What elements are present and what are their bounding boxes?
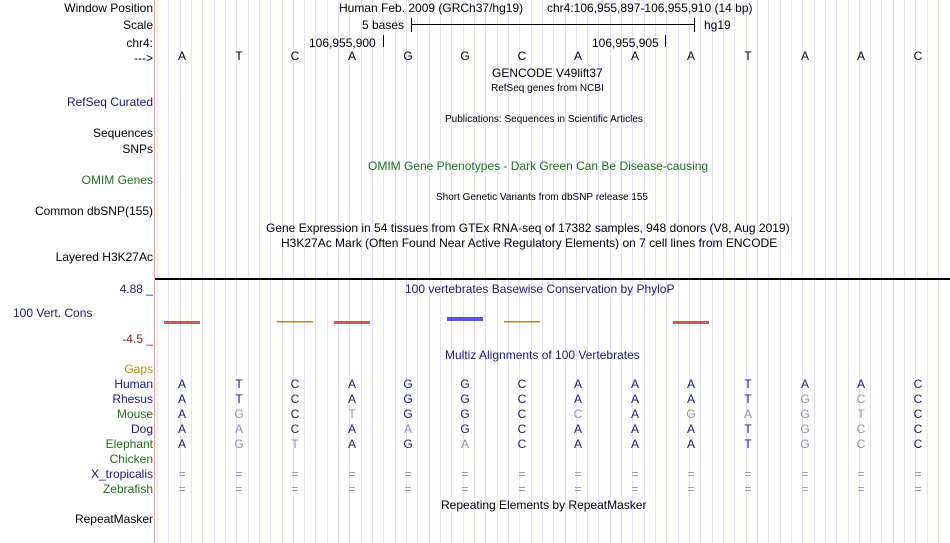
gtex-track-title: Gene Expression in 54 tissues from GTEx RNA-seq of 17382 samples, 948 donors (V8, Aug 2019) (266, 221, 790, 235)
aligned-base: = (235, 467, 243, 481)
aligned-base: = (574, 482, 582, 496)
guideline (927, 0, 928, 543)
scale-bar-text: 5 bases (362, 18, 405, 32)
guideline (383, 0, 384, 543)
guideline (632, 0, 633, 543)
aligned-base: G (403, 392, 413, 406)
reference-base: A (573, 49, 582, 63)
window-position-label[interactable]: Window Position (64, 1, 153, 15)
dbsnp-track-title: Short Genetic Variants from dbSNP release 155 (436, 192, 648, 203)
phylop-neutral-mark (504, 321, 540, 323)
track-divider (155, 278, 950, 280)
guideline (689, 0, 690, 543)
aligned-base: A (177, 377, 186, 391)
guideline (666, 0, 667, 543)
species-label[interactable]: Chicken (109, 452, 153, 466)
aligned-base: A (856, 377, 865, 391)
aligned-base: A (630, 392, 639, 406)
refseq-track-title: RefSeq genes from NCBI (491, 83, 604, 94)
gencode-track-title: GENCODE V49lift37 (492, 66, 603, 80)
aligned-base: = (348, 482, 356, 496)
aligned-base: G (800, 407, 810, 421)
aligned-base: T (235, 377, 243, 391)
guideline (270, 0, 271, 543)
aligned-base: A (177, 437, 186, 451)
aligned-base: C (913, 392, 923, 406)
aligned-base: T (744, 392, 752, 406)
reference-base: C (517, 49, 527, 63)
guideline (644, 0, 645, 543)
aligned-base: = (914, 482, 922, 496)
guideline (678, 0, 679, 543)
aligned-base: A (573, 377, 582, 391)
scale-label[interactable]: Scale (122, 18, 153, 32)
guideline (825, 0, 826, 543)
guideline (870, 0, 871, 543)
aligned-base: A (630, 422, 639, 436)
aligned-base: = (178, 482, 186, 496)
guideline (904, 0, 905, 543)
aligned-base: = (744, 467, 752, 481)
aligned-base: G (800, 392, 810, 406)
aligned-base: G (403, 377, 413, 391)
aligned-base: G (403, 407, 413, 421)
guideline (282, 0, 283, 543)
repeatmasker-track-title: Repeating Elements by RepeatMasker (441, 498, 647, 512)
phylop-neutral-mark (277, 321, 313, 323)
aligned-base: C (517, 392, 527, 406)
scale-bar-right-tick (694, 18, 695, 32)
phylop-negative-bar (164, 321, 200, 324)
guideline (157, 0, 158, 543)
aligned-base: T (744, 422, 752, 436)
sequences-track-label[interactable]: Sequences (92, 126, 153, 140)
aligned-base: G (234, 407, 244, 421)
phylop-negative-bar (673, 321, 709, 324)
aligned-base: = (461, 467, 469, 481)
reference-base: A (347, 49, 356, 63)
aligned-base: C (913, 377, 923, 391)
aligned-base: = (857, 467, 865, 481)
species-label[interactable]: Rhesus (112, 392, 153, 406)
aligned-base: = (631, 482, 639, 496)
aligned-base: G (460, 377, 470, 391)
aligned-base: = (744, 482, 752, 496)
aligned-base: A (573, 437, 582, 451)
guideline (429, 0, 430, 543)
guideline (700, 0, 701, 543)
aligned-base: G (460, 422, 470, 436)
sequences-track-title: Publications: Sequences in Scientific Articles (445, 114, 643, 125)
h3k27ac-track-title: H3K27Ac Mark (Often Found Near Active Regulatory Elements) on 7 cell lines from ENCODE (281, 236, 778, 250)
aligned-base: A (573, 392, 582, 406)
guideline (802, 0, 803, 543)
aligned-base: = (291, 482, 299, 496)
guideline (225, 0, 226, 543)
aligned-base: A (403, 422, 412, 436)
refseq-track-label[interactable]: RefSeq Curated (66, 95, 153, 109)
reference-base: A (856, 49, 865, 63)
aligned-base: A (177, 422, 186, 436)
reference-base: G (403, 49, 413, 63)
guideline (451, 0, 452, 543)
phylop-positive-bar (447, 317, 483, 321)
aligned-base: T (744, 377, 752, 391)
guideline (372, 0, 373, 543)
guideline (791, 0, 792, 543)
strand-label[interactable]: ---> (134, 51, 153, 65)
aligned-base: A (686, 437, 695, 451)
phylop-negative-bar (334, 321, 370, 324)
guideline (768, 0, 769, 543)
guideline (440, 0, 441, 543)
aligned-base: A (460, 437, 469, 451)
multiz-track-title: Multiz Alignments of 100 Vertebrates (445, 348, 640, 362)
guideline (304, 0, 305, 543)
species-label[interactable]: Mouse (116, 407, 153, 421)
guideline (723, 0, 724, 543)
guideline (361, 0, 362, 543)
guideline (168, 0, 169, 543)
aligned-base: T (348, 407, 356, 421)
reference-base: C (913, 49, 923, 63)
aligned-base: = (687, 467, 695, 481)
guideline (938, 0, 939, 543)
omim-track-title: OMIM Gene Phenotypes - Dark Green Can Be Disease-causing (368, 159, 709, 173)
aligned-base: C (856, 437, 866, 451)
aligned-base: A (686, 377, 695, 391)
guideline (893, 0, 894, 543)
aligned-base: C (913, 422, 923, 436)
reference-base: A (177, 49, 186, 63)
species-label[interactable]: Zebrafish (102, 482, 153, 496)
phylop-wiggle-plot (155, 304, 950, 340)
scale-bar-left-tick (411, 18, 412, 32)
aligned-base: A (234, 422, 243, 436)
aligned-base: G (460, 392, 470, 406)
coord-label-2: 106,955,905 (592, 36, 659, 50)
reference-base: G (460, 49, 470, 63)
aligned-base: C (290, 377, 300, 391)
guideline (757, 0, 758, 543)
coord-tick-1 (383, 35, 384, 47)
aligned-base: A (347, 377, 356, 391)
reference-base: T (744, 49, 752, 63)
window-position-readout: chr4:106,955,897-106,955,910 (14 bp) (547, 1, 753, 15)
omim-track-label[interactable]: OMIM Genes (81, 173, 153, 187)
aligned-base: C (913, 437, 923, 451)
gaps-label[interactable]: Gaps (124, 362, 153, 376)
guideline (214, 0, 215, 543)
guideline (191, 0, 192, 543)
phylop-track-label[interactable]: 100 Vert. Cons (13, 306, 93, 320)
reference-base: A (630, 49, 639, 63)
aligned-base: G (800, 422, 810, 436)
scale-db: hg19 (704, 18, 731, 32)
reference-base: C (290, 49, 300, 63)
aligned-base: = (235, 482, 243, 496)
aligned-base: C (856, 422, 866, 436)
guideline (485, 0, 486, 543)
assembly-title: Human Feb. 2009 (GRCh37/hg19) (339, 1, 524, 15)
scale-bar-line (411, 24, 695, 25)
guideline (814, 0, 815, 543)
aligned-base: A (347, 422, 356, 436)
guideline (881, 0, 882, 543)
guideline (202, 0, 203, 543)
aligned-base: A (177, 392, 186, 406)
species-label[interactable]: Elephant (105, 437, 153, 451)
repeatmasker-track-label[interactable]: RepeatMasker (74, 512, 153, 526)
guideline (655, 0, 656, 543)
guideline (746, 0, 747, 543)
chrom-label[interactable]: chr4: (126, 36, 153, 50)
aligned-base: = (178, 467, 186, 481)
aligned-base: T (744, 437, 752, 451)
guideline (848, 0, 849, 543)
phylop-track-title: 100 vertebrates Basewise Conservation by PhyloP (405, 282, 675, 296)
aligned-base: = (348, 467, 356, 481)
guideline (621, 0, 622, 543)
aligned-base: = (518, 467, 526, 481)
aligned-base: = (857, 482, 865, 496)
aligned-base: A (573, 422, 582, 436)
aligned-base: A (347, 437, 356, 451)
aligned-base: C (517, 407, 527, 421)
h3k27ac-track-label[interactable]: Layered H3K27Ac (55, 250, 153, 264)
guideline (349, 0, 350, 543)
aligned-base: C (290, 407, 300, 421)
coord-tick-2 (665, 35, 666, 47)
aligned-base: A (686, 392, 695, 406)
guideline (180, 0, 181, 543)
species-label[interactable]: Human (114, 377, 153, 391)
aligned-base: A (630, 377, 639, 391)
guideline (248, 0, 249, 543)
aligned-base: G (686, 407, 696, 421)
guideline (836, 0, 837, 543)
aligned-base: = (404, 482, 412, 496)
aligned-base: = (631, 467, 639, 481)
guideline (315, 0, 316, 543)
snps-track-label[interactable]: SNPs (122, 142, 153, 156)
aligned-base: G (460, 407, 470, 421)
aligned-base: = (518, 482, 526, 496)
aligned-base: C (290, 392, 300, 406)
aligned-base: A (347, 392, 356, 406)
aligned-base: G (403, 437, 413, 451)
guideline (463, 0, 464, 543)
reference-base: A (686, 49, 695, 63)
aligned-base: = (291, 467, 299, 481)
reference-base: T (235, 49, 243, 63)
guideline (406, 0, 407, 543)
guideline (236, 0, 237, 543)
aligned-base: T (857, 407, 865, 421)
aligned-base: T (291, 437, 299, 451)
aligned-base: = (801, 482, 809, 496)
guideline (712, 0, 713, 543)
guideline (859, 0, 860, 543)
species-label[interactable]: Dog (130, 422, 153, 436)
aligned-base: A (743, 407, 752, 421)
aligned-base: A (177, 407, 186, 421)
guideline (338, 0, 339, 543)
aligned-base: C (290, 422, 300, 436)
aligned-base: C (573, 407, 583, 421)
aligned-base: A (630, 407, 639, 421)
phylop-min-value: -4.5 _ (122, 332, 153, 346)
aligned-base: = (574, 467, 582, 481)
coord-label-1: 106,955,900 (309, 36, 376, 50)
species-label[interactable]: X_tropicalis (90, 467, 153, 481)
aligned-base: = (801, 467, 809, 481)
guideline (734, 0, 735, 543)
aligned-base: C (517, 377, 527, 391)
aligned-base: = (404, 467, 412, 481)
guideline (327, 0, 328, 543)
guideline (915, 0, 916, 543)
guideline (293, 0, 294, 543)
dbsnp-track-label[interactable]: Common dbSNP(155) (34, 204, 153, 218)
reference-base: A (800, 49, 809, 63)
guideline (417, 0, 418, 543)
aligned-base: G (234, 437, 244, 451)
aligned-base: C (517, 437, 527, 451)
guideline (259, 0, 260, 543)
guideline (780, 0, 781, 543)
aligned-base: T (235, 392, 243, 406)
guideline (395, 0, 396, 543)
phylop-max-value: 4.88 _ (119, 282, 153, 296)
aligned-base: G (800, 437, 810, 451)
aligned-base: C (856, 392, 866, 406)
aligned-base: C (913, 407, 923, 421)
aligned-base: A (800, 377, 809, 391)
guideline (474, 0, 475, 543)
aligned-base: = (461, 482, 469, 496)
aligned-base: A (630, 437, 639, 451)
guideline (610, 0, 611, 543)
aligned-base: C (517, 422, 527, 436)
aligned-base: = (687, 482, 695, 496)
aligned-base: = (914, 467, 922, 481)
aligned-base: A (686, 422, 695, 436)
